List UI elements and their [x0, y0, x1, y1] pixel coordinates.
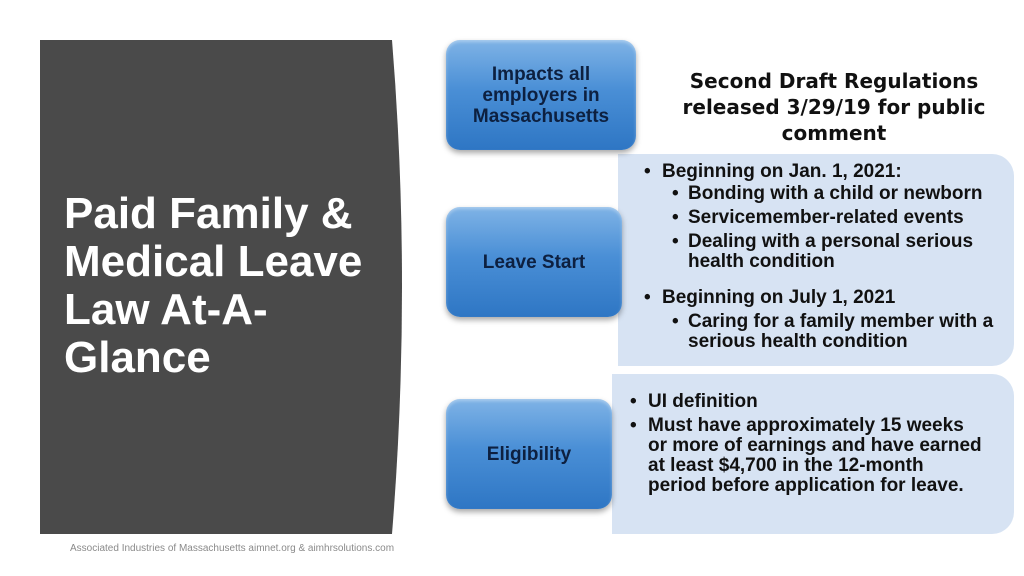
slide-title: Paid Family & Medical Leave Law At-A-Glance	[64, 189, 363, 382]
leave-start-pill	[446, 207, 622, 317]
eligibility-content	[612, 374, 1014, 534]
eligibility-earnings: • Must have approximately 15 weeks or more of earnings and have earned at least $4,700 in the 12-month period before application for leave.	[628, 416, 984, 496]
jan-item-personal-health: • Dealing with a personal serious health condition	[642, 232, 998, 272]
jan-item-servicemember: • Servicemember-related events	[642, 208, 998, 228]
title-panel	[40, 40, 408, 534]
regulations-heading: Second Draft Regulations released 3/29/19 for public comment	[682, 69, 986, 145]
jan-item-bonding: • Bonding with a child or newborn	[642, 184, 998, 204]
eligibility-pill	[446, 399, 612, 509]
jan-2021-label: • Beginning on Jan. 1, 2021:	[642, 162, 998, 182]
footer-credit: Associated Industries of Massachusetts aimnet.org & aimhrsolutions.com	[70, 543, 395, 554]
july-2021-label: • Beginning on July 1, 2021	[642, 288, 998, 308]
eligibility-ui-definition: • UI definition	[628, 392, 984, 412]
impacts-pill-label: Impacts all employers in Massachusetts	[472, 63, 610, 127]
eligibility-pill-label: Eligibility	[486, 443, 572, 465]
july-item-family-care: • Caring for a family member with a serious health condition	[642, 312, 998, 352]
leave-start-pill-label: Leave Start	[482, 251, 586, 273]
impacts-pill	[446, 40, 636, 150]
leave-start-content	[618, 154, 1014, 366]
